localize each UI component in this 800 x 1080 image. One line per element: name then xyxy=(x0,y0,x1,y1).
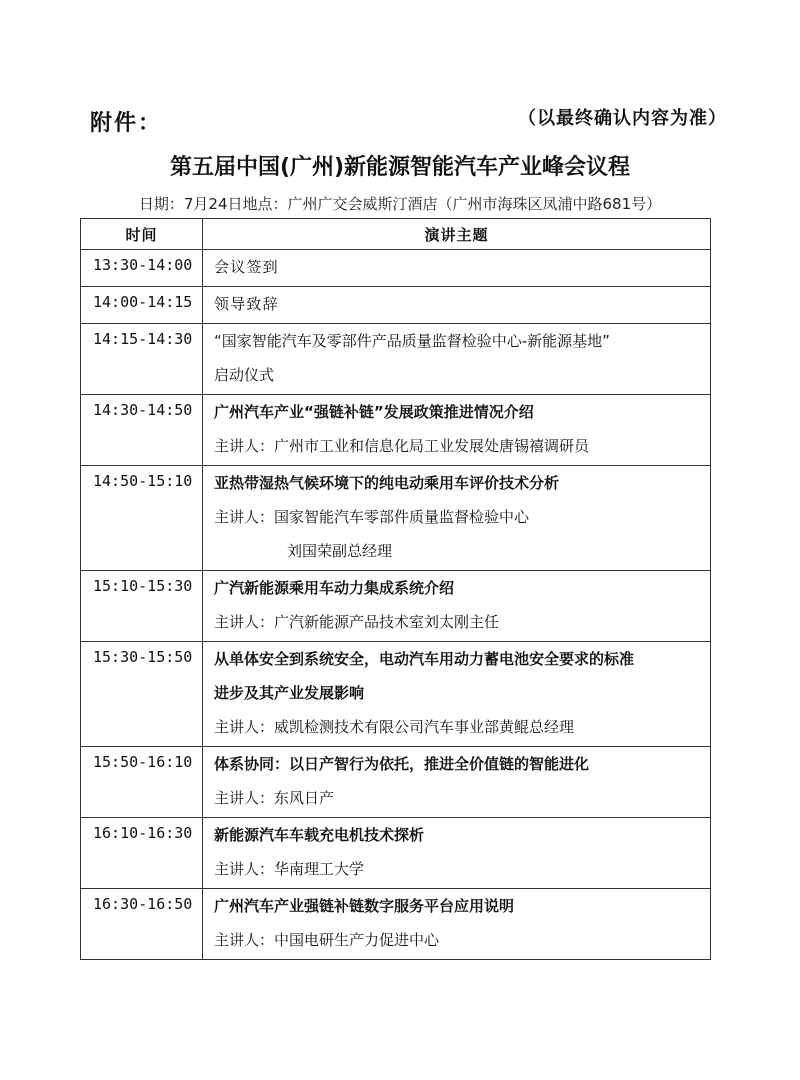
row-topic xyxy=(203,642,711,747)
topic-title: 亚热带湿热气候环境下的纯电动乘用车评价技术分析 xyxy=(214,474,560,492)
date-location-subtitle: 日期：7月24日地点：广州广交会威斯汀酒店（广州市海珠区凤浦中路681号） xyxy=(138,195,662,213)
row-time: 16:10-16:30 xyxy=(81,818,203,889)
row-time: 15:50-16:10 xyxy=(81,747,203,818)
row-topic xyxy=(203,324,711,395)
table-row xyxy=(81,889,711,960)
agenda-table xyxy=(80,218,711,960)
speaker-line: 主讲人：国家智能汽车零部件质量监督检验中心 xyxy=(214,508,530,526)
row-topic xyxy=(203,287,711,324)
topic-line: 启动仪式 xyxy=(214,366,275,384)
topic-title: 广州汽车产业“强链补链”发展政策推进情况介绍 xyxy=(214,403,534,421)
topic-line: 会议签到 xyxy=(214,258,279,276)
row-time: 14:50-15:10 xyxy=(81,466,203,571)
row-topic xyxy=(203,571,711,642)
topic-line: 领导致辞 xyxy=(214,295,279,313)
speaker-line: 刘国荣副总经理 xyxy=(287,542,393,560)
speaker-line: 主讲人：广州市工业和信息化局工业发展处唐锡禧调研员 xyxy=(214,437,590,455)
table-row xyxy=(81,818,711,889)
table-header-row xyxy=(81,219,711,250)
topic-title: 从单体安全到系统安全，电动汽车用动力蓄电池安全要求的标准 xyxy=(214,650,635,668)
table-row xyxy=(81,466,711,571)
speaker-line: 主讲人：东风日产 xyxy=(214,789,335,807)
table-row xyxy=(81,250,711,287)
row-topic xyxy=(203,395,711,466)
table-row xyxy=(81,324,711,395)
header-topic: 演讲主题 xyxy=(203,219,711,250)
row-time: 16:30-16:50 xyxy=(81,889,203,960)
row-time: 14:00-14:15 xyxy=(81,287,203,324)
final-confirmation-note: （以最终确认内容为准） xyxy=(518,108,727,129)
topic-title: 广汽新能源乘用车动力集成系统介绍 xyxy=(214,579,455,597)
topic-title: 进步及其产业发展影响 xyxy=(214,684,365,702)
speaker-line: 主讲人：广汽新能源产品技术室刘太刚主任 xyxy=(214,613,500,631)
table-row xyxy=(81,287,711,324)
row-time: 14:15-14:30 xyxy=(81,324,203,395)
row-time: 14:30-14:50 xyxy=(81,395,203,466)
row-time: 15:10-15:30 xyxy=(81,571,203,642)
speaker-line: 主讲人：威凯检测技术有限公司汽车事业部黄鲲总经理 xyxy=(214,718,575,736)
topic-title: 新能源汽车车载充电机技术探析 xyxy=(214,826,425,844)
row-topic xyxy=(203,250,711,287)
topic-title: 广州汽车产业强链补链数字服务平台应用说明 xyxy=(214,897,515,915)
topic-title: 体系协同：以日产智行为依托，推进全价值链的智能进化 xyxy=(214,755,590,773)
table-row xyxy=(81,747,711,818)
row-time: 15:30-15:50 xyxy=(81,642,203,747)
row-topic xyxy=(203,818,711,889)
table-row xyxy=(81,571,711,642)
row-time: 13:30-14:00 xyxy=(81,250,203,287)
row-topic xyxy=(203,747,711,818)
row-topic xyxy=(203,466,711,571)
row-topic xyxy=(203,889,711,960)
header-time: 时间 xyxy=(81,219,203,250)
table-row xyxy=(81,642,711,747)
table-row xyxy=(81,395,711,466)
speaker-line: 主讲人：中国电研生产力促进中心 xyxy=(214,931,440,949)
topic-line: “国家智能汽车及零部件产品质量监督检验中心-新能源基地” xyxy=(214,332,610,350)
attachment-label: 附件： xyxy=(90,111,163,136)
speaker-line: 主讲人：华南理工大学 xyxy=(214,860,365,878)
page-title: 第五届中国(广州)新能源智能汽车产业峰会议程 xyxy=(169,155,631,180)
